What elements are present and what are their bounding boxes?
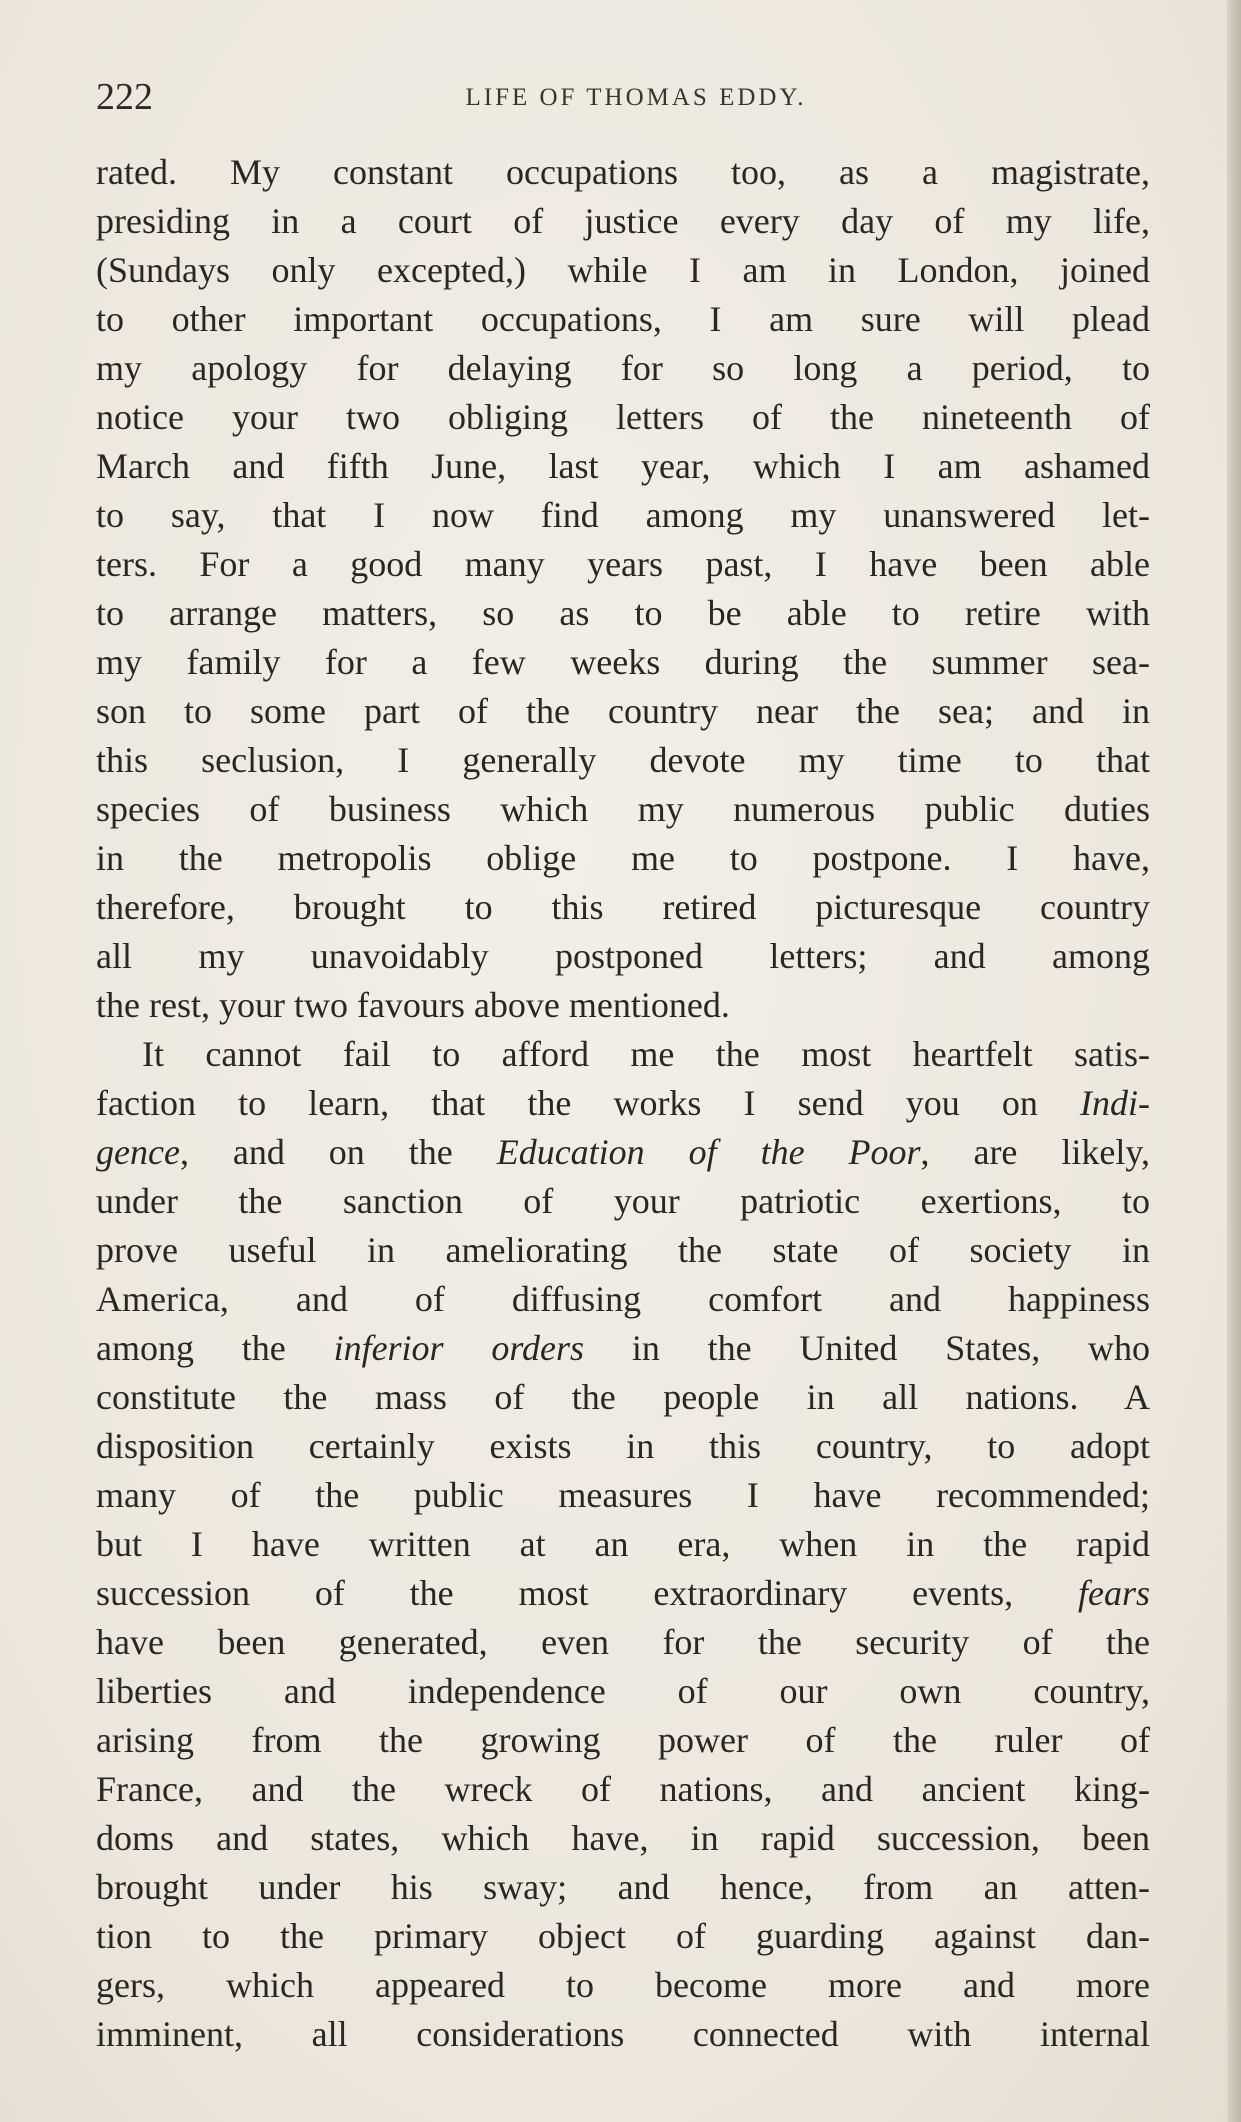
text-segment: succession of the most extraordinary events, [96, 1573, 1078, 1613]
italic-text: fears [1078, 1573, 1150, 1613]
text-segment: notice your two obliging letters of the nineteenth of [96, 397, 1150, 437]
page-edge [1227, 0, 1241, 2122]
text-segment: liberties and independence of our own country, [96, 1671, 1150, 1711]
text-line [96, 883, 1150, 932]
text-segment: (Sundays only excepted,) while I am in London, joined [96, 250, 1150, 290]
text-segment: It cannot fail to afford me the most heartfelt satis- [142, 1034, 1150, 1074]
text-line [96, 1667, 1150, 1716]
text-segment: doms and states, which have, in rapid succession, been [96, 1818, 1150, 1858]
text-line [96, 1177, 1150, 1226]
text-segment: disposition certainly exists in this country, to adopt [96, 1426, 1150, 1466]
text-line [96, 197, 1150, 246]
text-segment: many of the public measures I have recommended; [96, 1475, 1150, 1515]
italic-text: Education of the Poor [496, 1132, 921, 1172]
text-line [96, 981, 1150, 1030]
text-line [96, 589, 1150, 638]
text-segment: gers, which appeared to become more and more [96, 1965, 1150, 2005]
text-line [96, 1863, 1150, 1912]
text-line [96, 1030, 1150, 1079]
text-segment: arising from the growing power of the ruler of [96, 1720, 1150, 1760]
text-line [96, 1520, 1150, 1569]
text-segment: to arrange matters, so as to be able to retire with [96, 593, 1150, 633]
text-segment: to say, that I now find among my unanswered let- [96, 495, 1150, 535]
running-head: LIFE OF THOMAS EDDY. [465, 84, 807, 111]
text-segment: species of business which my numerous public duties [96, 789, 1150, 829]
text-line [96, 148, 1150, 197]
text-line [96, 1275, 1150, 1324]
text-segment: prove useful in ameliorating the state of society in [96, 1230, 1150, 1270]
text-line [96, 736, 1150, 785]
body-text [96, 148, 1150, 2059]
text-segment: tion to the primary object of guarding against dan- [96, 1916, 1150, 1956]
text-line [96, 638, 1150, 687]
text-segment: this seclusion, I generally devote my time to that [96, 740, 1150, 780]
page-number: 222 [96, 76, 153, 118]
text-line [96, 1765, 1150, 1814]
text-line [96, 1471, 1150, 1520]
text-segment: , are likely, [920, 1132, 1150, 1172]
text-line [96, 344, 1150, 393]
text-line [96, 1226, 1150, 1275]
text-segment: presiding in a court of justice every day of my life, [96, 201, 1150, 241]
text-segment: have been generated, even for the security of the [96, 1622, 1150, 1662]
text-segment: the rest, your two favours above mentioned. [96, 985, 730, 1025]
text-segment: ters. For a good many years past, I have been able [96, 544, 1150, 584]
text-segment: son to some part of the country near the sea; and in [96, 691, 1150, 731]
text-segment: , and on the [179, 1132, 497, 1172]
text-line [96, 1912, 1150, 1961]
italic-text: gence [96, 1132, 180, 1172]
text-segment: March and fifth June, last year, which I am ashamed [96, 446, 1150, 486]
text-line [96, 1569, 1150, 1618]
text-segment: in the United States, who [584, 1328, 1150, 1368]
text-segment: among the [96, 1328, 334, 1368]
text-segment: constitute the mass of the people in all nations. A [96, 1377, 1150, 1417]
text-line [96, 1961, 1150, 2010]
text-line [96, 2010, 1150, 2059]
text-segment: faction to learn, that the works I send you on [96, 1083, 1081, 1123]
text-segment: under the sanction of your patriotic exertions, to [96, 1181, 1150, 1221]
text-line [96, 1324, 1150, 1373]
text-segment: therefore, brought to this retired picturesque country [96, 887, 1150, 927]
text-line [96, 1128, 1150, 1177]
text-line [96, 834, 1150, 883]
text-line [96, 932, 1150, 981]
text-line [96, 393, 1150, 442]
text-segment: imminent, all considerations connected with internal [96, 2014, 1150, 2054]
text-segment: brought under his sway; and hence, from an atten- [96, 1867, 1150, 1907]
text-line [96, 1373, 1150, 1422]
text-segment: in the metropolis oblige me to postpone. I have, [96, 838, 1150, 878]
text-line [96, 1814, 1150, 1863]
italic-text: inferior orders [333, 1328, 585, 1368]
text-segment: America, and of diffusing comfort and happiness [96, 1279, 1150, 1319]
text-line [96, 687, 1150, 736]
text-segment: my apology for delaying for so long a period, to [96, 348, 1150, 388]
italic-text: Indi- [1080, 1083, 1150, 1123]
text-line [96, 246, 1150, 295]
text-segment: my family for a few weeks during the summer sea- [96, 642, 1150, 682]
text-line [96, 295, 1150, 344]
text-line [96, 491, 1150, 540]
text-segment: all my unavoidably postponed letters; and among [96, 936, 1150, 976]
text-segment: to other important occupations, I am sure will plead [96, 299, 1150, 339]
text-segment: but I have written at an era, when in the rapid [96, 1524, 1150, 1564]
text-line [96, 1422, 1150, 1471]
text-line [96, 1618, 1150, 1667]
text-line [96, 442, 1150, 491]
page-header [96, 72, 1146, 122]
text-line [96, 1079, 1150, 1128]
text-line [96, 785, 1150, 834]
text-segment: France, and the wreck of nations, and ancient king- [96, 1769, 1150, 1809]
text-line [96, 540, 1150, 589]
text-line [96, 1716, 1150, 1765]
text-segment: rated. My constant occupations too, as a magistrate, [96, 152, 1150, 192]
